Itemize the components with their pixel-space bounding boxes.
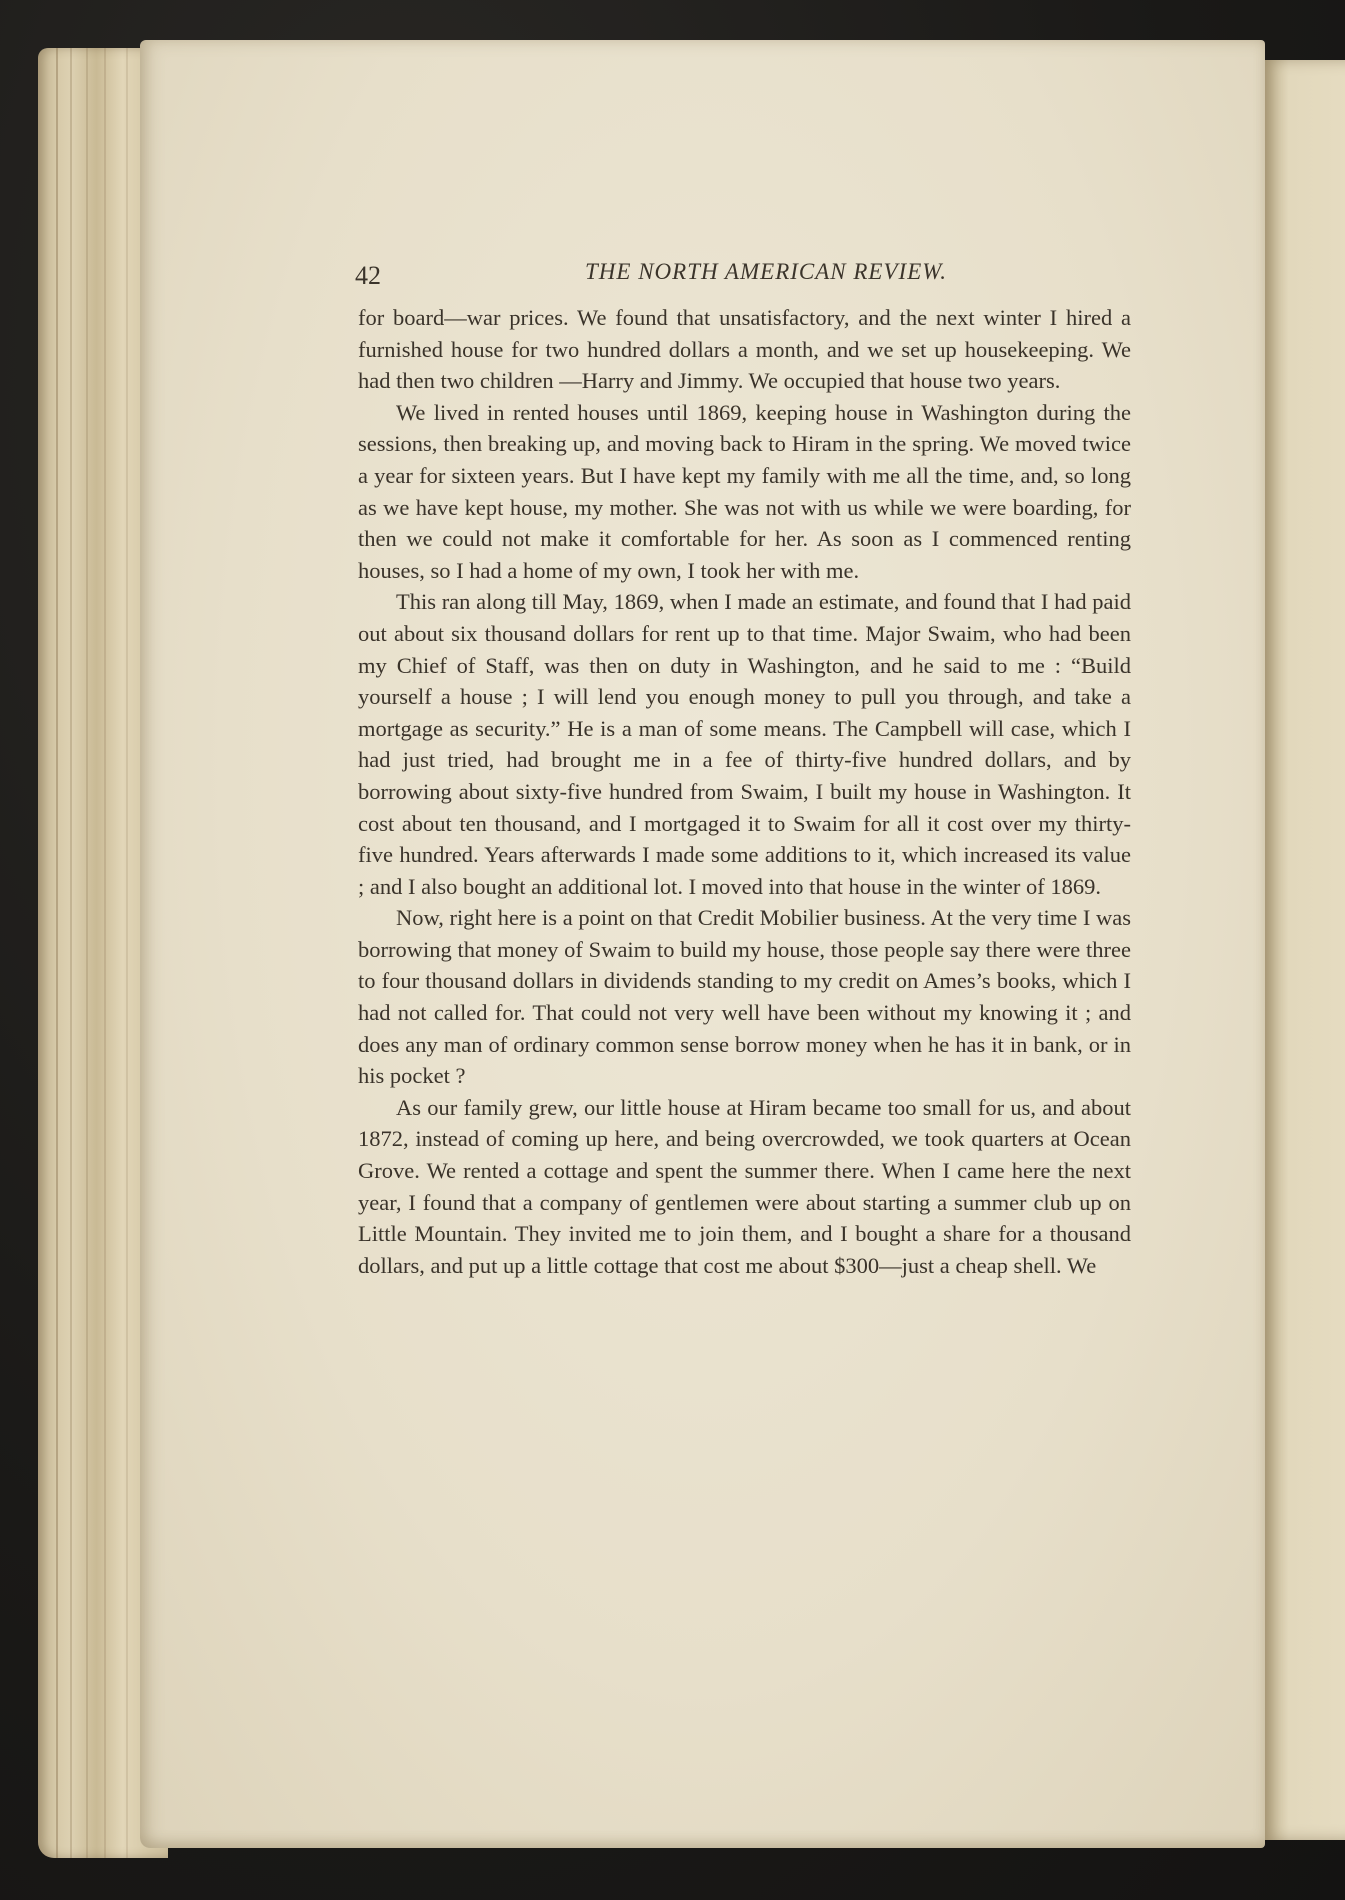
journal-title: THE NORTH AMERICAN REVIEW.: [585, 259, 948, 284]
running-head: [215, 213, 1135, 290]
paragraph: for board—war prices. We found that unsatisfactory, and the next winter I hired a furnished house for two hundred dollars a month, and we set up housekeeping. We had then two children —Harry and Jimmy. We occupied that house two years.: [358, 305, 1131, 394]
facing-page: [1262, 60, 1345, 1840]
paragraph: Now, right here is a point on that Credit Mobilier business. At the very time I was borrowing that money of Swaim to build my house, those people say there were three to four thousand dollars in dividends standing to my credit on Ames’s books, which I had not called for. That could not very well have been without my knowing it ; and does any man of ordinary common sense borrow money when he has it in bank, or in his pocket ?: [358, 905, 1131, 1089]
body-text: [358, 302, 1131, 1281]
paragraph: As our family grew, our little house at Hiram became too small for us, and about 1872, instead of coming up here, and being overcrowded, we took quarters at Ocean Grove. We rented a cottage and spent the summer there. When I came here the next year, I found that a company of gentlemen were about starting a summer club up on Little Mountain. They invited me to join them, and I bought a share for a thousand dollars, and put up a little cottage that cost me about $300—just a cheap shell. We: [358, 1094, 1131, 1278]
paragraph: We lived in rented houses until 1869, keeping house in Washington during the sessions, then breaking up, and moving back to Hiram in the spring. We moved twice a year for sixteen years. But I have kept my family with me all the time, and, so long as we have kept house, my mother. She was not with us while we were boarding, for then we could not make it comfortable for her. As soon as I commenced renting houses, so I had a home of my own, I took her with me.: [358, 399, 1131, 583]
paragraph: This ran along till May, 1869, when I made an estimate, and found that I had paid out about six thousand dollars for rent up to that time. Major Swaim, who had been my Chief of Staff, was then on duty in Washington, and he said to me : “Build yourself a house ; I will lend you enough money to pull you through, and take a mortgage as security.” He is a man of some means. The Campbell will case, which I had just tried, had brought me in a fee of thirty-five hundred dollars, and by borrowing about sixty-five hundred from Swaim, I built my house in Washington. It cost about ten thousand, and I mortgaged it to Swaim for all it cost over my thirty-five hundred. Years afterwards I made some additions to it, which increased its value ; and I also bought an additional lot. I moved into that house in the winter of 1869.: [358, 589, 1131, 899]
page-number: 42: [355, 261, 381, 290]
